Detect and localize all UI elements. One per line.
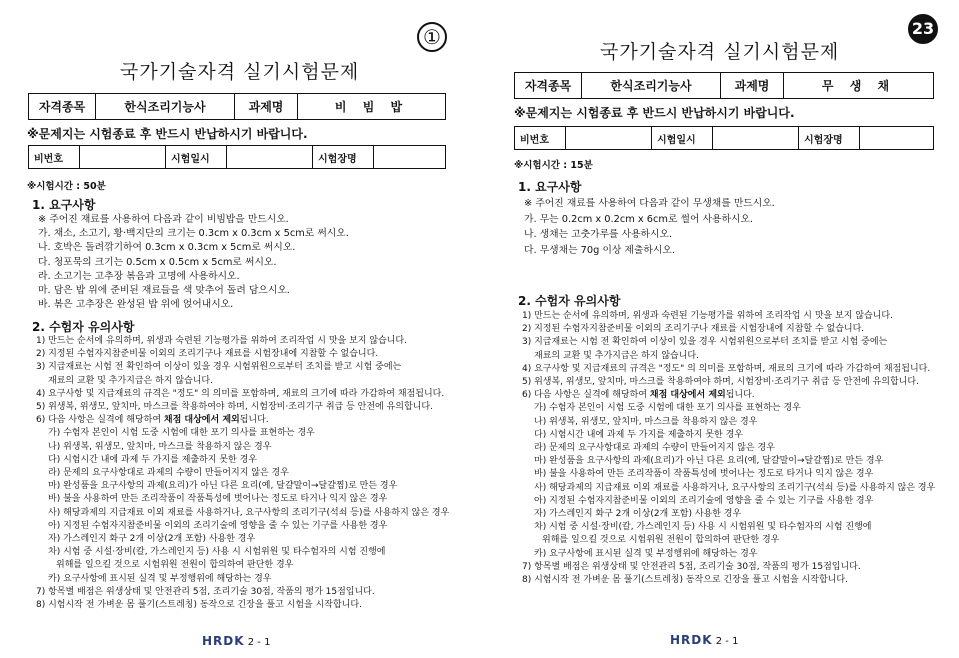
caution-item [36,414,449,427]
caution-emphasis: 채점 대상에서 제외 [163,415,240,426]
caution-subitem: 마) 완성품을 요구사항의 과제(요리)가 아닌 다른 요리(예, 달걀말이→달걀찜)로 만든 경우 [48,481,398,492]
seat-number-field [566,127,652,150]
requirements-list [524,196,775,258]
requirement-item: ※ 주어진 재료를 사용하여 다음과 같이 비빔밥을 만드시오. [38,214,289,225]
caution-text: 6) 다음 사항은 실격에 해당하여 [36,415,162,426]
caution-subitem: 가) 수험자 본인이 시험 도중 시험에 대한 포기 의사를 표현하는 경우 [534,403,801,414]
caution-subitem: 자) 가스레인지 화구 2개 이상(2개 포함) 사용한 경우 [48,534,256,545]
caution-subitem: 위해를 일으킬 것으로 시험위원 전원이 합의하여 판단한 경우 [56,560,294,571]
caution-subitem: 다) 시험시간 내에 과제 두 가지를 제출하지 못한 경우 [534,429,743,440]
caution-subitem: 사) 해당과제의 지급재료 이외 재료를 사용하거나, 요구사항의 조리기구(석쇠 등)를 사용하지 않은 경우 [534,482,936,493]
caution-item: 재료의 교환 및 추가지급은 하지 않습니다. [534,350,699,361]
qualification-table [514,72,934,99]
seat-number-label: 비번호 [515,127,566,150]
cautions-list [36,335,449,612]
caution-subitem: 카) 요구사항에 표시된 실격 및 부정행위에 해당하는 경우 [534,548,758,559]
caution-subitem: 라) 문제의 요구사항대로 과제의 수량이 만들어지지 않은 경우 [534,443,775,454]
caution-item: 8) 시험시작 전 가벼운 몸 풀기(스트레칭) 동작으로 긴장을 풀고 시험을 시작합니다. [522,575,848,586]
cautions-heading: 2. 수험자 유의사항 [518,294,621,308]
caution-item: 재료의 교환 및 추가지급은 하지 않습니다. [48,375,213,386]
caution-item: 2) 지정된 수험자지참준비물 이외의 조리기구나 재료를 시험장내에 지참할 수 없습니다. [522,324,865,335]
footer-page-number: 2 - 1 [247,637,271,648]
exam-date-label: 시험일시 [166,146,227,169]
requirements-heading: 1. 요구사항 [32,198,96,212]
caution-text: 됩니다. [725,390,755,401]
seat-number-label: 비번호 [29,146,80,169]
requirement-item: 가. 채소, 소고기, 황·백지단의 크기는 0.3cm x 0.3cm x 5cm로 써시오. [38,228,349,240]
requirements-list [38,213,349,312]
caution-subitem: 카) 요구사항에 표시된 실격 및 부정행위에 해당하는 경우 [48,573,272,584]
qualification-value: 한식조리기능사 [96,94,235,120]
requirement-item: 나. 생채는 고춧가루를 사용하시오. [524,229,673,240]
exam-site-field [374,146,446,169]
exam-info-table [28,145,446,169]
requirements-heading: 1. 요구사항 [518,180,582,194]
qualification-label: 자격종목 [515,73,582,99]
caution-item: 5) 위생복, 위생모, 앞치마, 마스크를 착용하여야 하며, 시험장비·조리기구 취급 등 안전에 유의합니다. [36,402,433,413]
caution-subitem: 아) 지정된 수험자지참준비물 이외의 조리기술에 영향을 줄 수 있는 기구를 사용한 경우 [48,520,388,531]
caution-subitem: 다) 시험시간 내에 과제 두 가지를 제출하지 못한 경우 [48,454,257,465]
page-number-badge: 23 [908,14,938,44]
page-footer [202,634,270,648]
caution-item: 1) 만드는 순서에 유의하며, 위생과 숙련된 기능평가를 위하여 조리작업 시 맛을 보지 않습니다. [522,311,893,321]
requirement-item: 라. 소고기는 고추장 볶음과 고명에 사용하시오. [38,270,240,282]
qualification-table [28,93,446,120]
exam-site-label: 시험장명 [799,127,860,150]
caution-text: 됩니다. [239,415,269,426]
caution-item: 5) 위생복, 위생모, 앞치마, 마스크를 착용하여야 하며, 시험장비·조리기구 취급 등 안전에 유의합니다. [522,377,919,388]
caution-subitem: 나) 위생복, 위생모, 앞치마, 마스크를 착용하지 않은 경우 [48,441,272,452]
caution-subitem: 바) 불을 사용하여 만든 조리작품이 작품특성에 벗어나는 정도로 타거나 익지 않은 경우 [48,494,388,505]
caution-subitem: 사) 해당과제의 지급재료 이외 재료를 사용하거나, 요구사항의 조리기구(석쇠 등)를 사용하지 않은 경우 [48,507,450,518]
exam-time: ※시험시간 : 15분 [514,160,593,171]
cautions-list [522,310,935,587]
hrdk-logo: HRDK [202,634,245,648]
caution-item [522,389,935,402]
requirement-item: 바. 볶은 고추장은 완성된 밥 위에 얹어내시오. [38,299,234,311]
exam-date-field [713,127,799,150]
exam-time: ※시험시간 : 50분 [27,181,106,192]
task-label: 과제명 [235,94,298,120]
task-value: 무 생 채 [784,73,934,99]
caution-subitem: 마) 완성품을 요구사항의 과제(요리)가 아닌 다른 요리(예, 달걀말이→달걀찜)로 만든 경우 [534,456,884,467]
requirement-item: 나. 호박은 돌려깎기하여 0.3cm x 0.3cm x 5cm로 써시오. [38,242,296,254]
page-title: 국가기술자격 실기시험문제 [120,61,360,83]
caution-item: 8) 시험시작 전 가벼운 몸 풀기(스트레칭) 동작으로 긴장을 풀고 시험을 시작합니다. [36,600,362,611]
caution-item: 3) 지급재료는 시험 전 확인하여 이상이 있을 경우 시험위원으로부터 조치를 받고 시험 중에는 [36,362,402,373]
exam-site-label: 시험장명 [313,146,374,169]
caution-item: 2) 지정된 수험자지참준비물 이외의 조리기구나 재료를 시험장내에 지참할 수 없습니다. [36,349,379,360]
requirement-item: 가. 무는 0.2cm x 0.2cm x 6cm로 썰어 사용하시오. [524,213,754,225]
requirement-item: 다. 무생채는 70g 이상 제출하시오. [524,244,675,256]
qualification-value: 한식조리기능사 [582,73,721,99]
task-value: 비 빔 밥 [298,94,446,120]
hrdk-logo: HRDK [670,633,713,647]
caution-subitem: 차) 시험 중 시설·장비(칼, 가스레인지 등) 사용 시 시험위원 및 타수험자의 시험 진행에 [534,522,872,533]
qualification-label: 자격종목 [29,94,96,120]
caution-subitem: 바) 불을 사용하여 만든 조리작품이 작품특성에 벗어나는 정도로 타거나 익지 않은 경우 [534,469,874,480]
page-title: 국가기술자격 실기시험문제 [600,41,840,63]
caution-text: 6) 다음 사항은 실격에 해당하여 [522,390,648,401]
requirement-item: 마. 담은 밥 위에 준비된 재료들을 색 맞추어 돌려 담으시오. [38,285,290,297]
cautions-heading: 2. 수험자 유의사항 [32,320,135,334]
return-notice: ※문제지는 시험종료 후 반드시 반납하시기 바랍니다. [514,106,795,120]
caution-emphasis: 채점 대상에서 제외 [649,390,726,401]
exam-date-field [227,146,313,169]
seat-number-field [80,146,166,169]
caution-subitem: 라) 문제의 요구사항대로 과제의 수량이 만들어지지 않은 경우 [48,468,289,479]
requirement-item: ※ 주어진 재료를 사용하여 다음과 같이 무생채를 만드시오. [524,198,775,209]
caution-item: 4) 요구사항 및 지급재료의 규격은 "정도" 의 의미를 포함하며, 재료의 크기에 따라 가감하여 채점됩니다. [522,363,931,374]
caution-item: 1) 만드는 순서에 유의하며, 위생과 숙련된 기능평가를 위하여 조리작업 시 맛을 보지 않습니다. [36,336,407,346]
caution-item: 3) 지급재료는 시험 전 확인하여 이상이 있을 경우 시험위원으로부터 조치를 받고 시험 중에는 [522,337,888,348]
caution-subitem: 차) 시험 중 시설·장비(칼, 가스레인지 등) 사용 시 시험위원 및 타수험자의 시험 진행에 [48,547,386,558]
footer-page-number: 2 - 1 [715,636,739,647]
requirement-item: 다. 청포묵의 크기는 0.5cm x 0.5cm x 5cm로 써시오. [38,256,277,268]
caution-subitem: 나) 위생복, 위생모, 앞치마, 마스크를 착용하지 않은 경우 [534,416,758,427]
caution-subitem: 아) 지정된 수험자지참준비물 이외의 조리기술에 영향을 줄 수 있는 기구를 사용한 경우 [534,495,874,506]
caution-subitem: 위해를 일으킬 것으로 시험위원 전원이 합의하여 판단한 경우 [542,535,780,546]
caution-subitem: 가) 수험자 본인이 시험 도중 시험에 대한 포기 의사를 표현하는 경우 [48,428,315,439]
exam-date-label: 시험일시 [652,127,713,150]
exam-info-table [514,126,934,150]
caution-item: 4) 요구사항 및 지급재료의 규격은 "정도" 의 의미를 포함하며, 재료의 크기에 따라 가감하여 채점됩니다. [36,388,445,399]
caution-item: 7) 항목별 배점은 위생상태 및 안전관리 5점, 조리기술 30점, 작품의 평가 15점입니다. [36,586,375,597]
exam-site-field [860,127,934,150]
right-page [484,0,959,658]
return-notice: ※문제지는 시험종료 후 반드시 반납하시기 바랍니다. [27,127,308,141]
caution-subitem: 자) 가스레인지 화구 2개 이상(2개 포함) 사용한 경우 [534,509,742,520]
caution-item: 7) 항목별 배점은 위생상태 및 안전관리 5점, 조리기술 30점, 작품의 평가 15점입니다. [522,561,861,572]
page-footer [670,633,738,647]
left-page [0,0,470,658]
page-number-badge: ① [417,22,447,52]
task-label: 과제명 [721,73,784,99]
